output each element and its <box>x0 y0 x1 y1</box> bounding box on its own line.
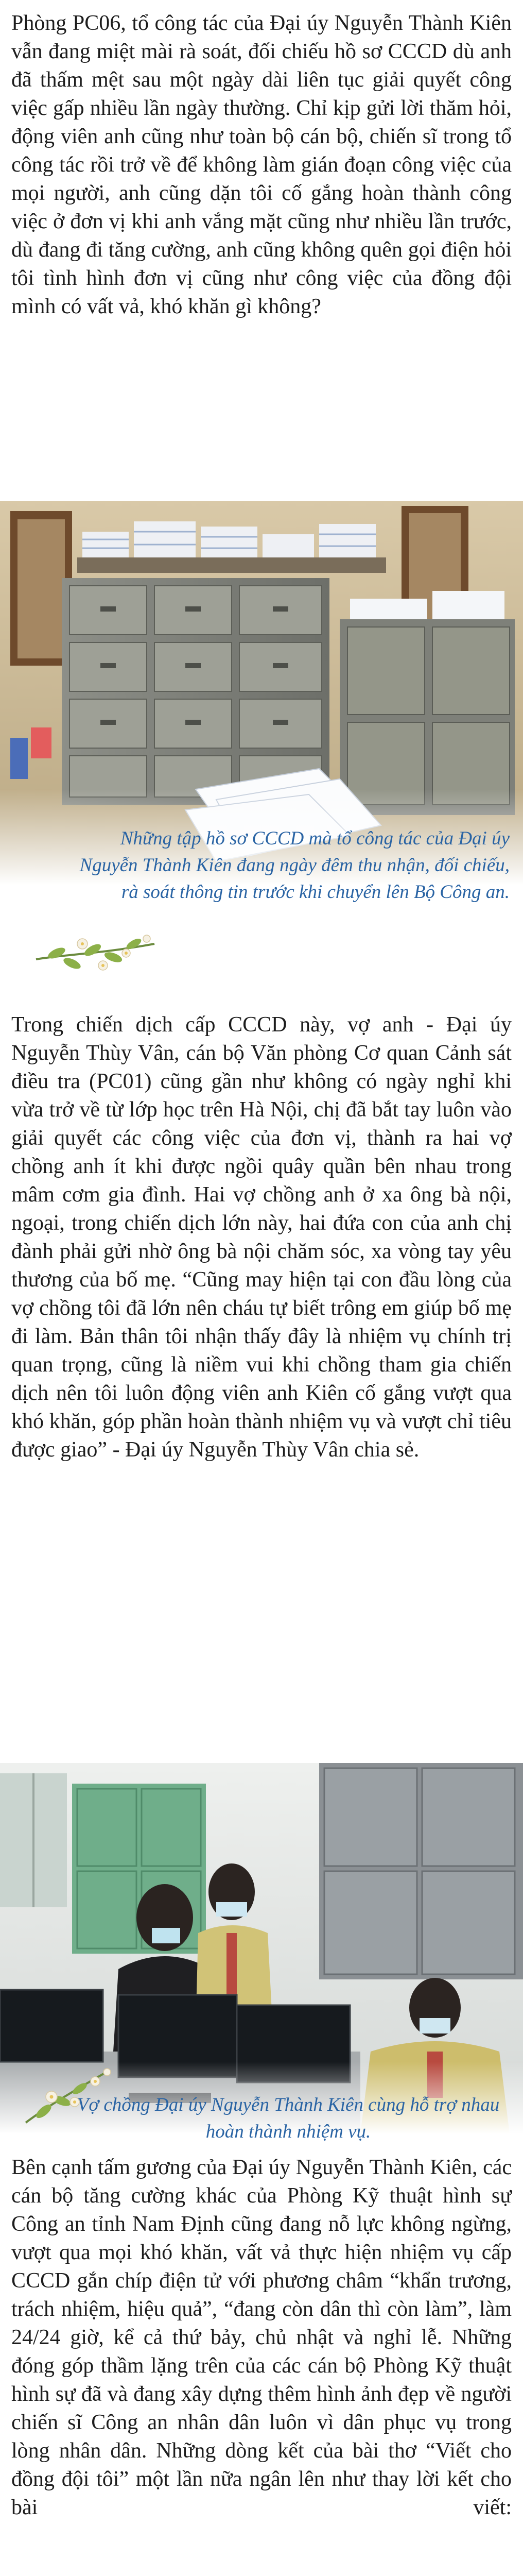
flower-sprig-icon <box>31 923 160 980</box>
paragraph-3: Bên cạnh tấm gương của Đại úy Nguyễn Thành Kiên, các cán bộ tăng cường khác của Phòng Kỹ thuật hình sự Công an tỉnh Nam Định cũng đang nỗ lực không ngừng, vượt qua mọi khó khăn, vất vả thực hiện nhiệm vụ cấp CCCD gắn chíp điện tử với phương châm “khẩn trương, trách nhiệm, hiệu quả”, “đang còn dân thì còn làm”, làm 24/24 giờ, kể cả thứ bảy, chủ nhật và nghỉ lễ. Những đóng góp thầm lặng trên của các cán bộ Phòng Kỹ thuật hình sự đã và đang xây dựng thêm hình ảnh đẹp về người chiến sĩ Công an nhân dân luôn vì dân phục vụ trong lòng nhân dân. Những dòng kết của bài thơ “Viết cho đồng đội tôi” một lần nữa ngân lên như thay lời kết cho bài viết: <box>11 2156 512 2519</box>
photo2-caption: Vợ chồng Đại úy Nguyễn Thành Kiên cùng hỗ trợ nhau hoàn thành nhiệm vụ. <box>77 2094 500 2142</box>
paragraph-2: Trong chiến dịch cấp CCCD này, vợ anh - Đại úy Nguyễn Thùy Vân, cán bộ Văn phòng Cơ quan Cảnh sát điều tra (PC01) cũng gần như không có ngày nghỉ khi vừa trở về từ lớp học trên Hà Nội, chị đã bắt tay luôn vào giải quyết các công việc của đơn vị, thành ra hai vợ chồng anh ít khi được ngồi quây quần bên nhau trong mâm cơm gia đình. Hai vợ chồng anh ở xa ông bà nội, ngoại, trong chiến dịch lớn này, hai đứa con của anh chị đành phải gửi nhờ ông bà nội chăm sóc, xa vòng tay yêu thương của bố mẹ. “Cũng may hiện tại con đầu lòng của vợ chồng tôi đã lớn nên cháu tự biết trông em giúp bố mẹ đi làm. Bản thân tôi nhận thấy đây là nhiệm vụ chính trị quan trọng, cũng là niềm vui khi chồng tham gia chiến dịch nên tôi luôn động viên anh Kiên cố gắng vượt qua khó khăn, góp phần hoàn thành nhiệm vụ và vượt chỉ tiêu được giao” - Đại úy Nguyễn Thùy Vân chia sẻ. <box>11 1013 512 1462</box>
intro-paragraph: Phòng PC06, tổ công tác của Đại úy Nguyễn Thành Kiên vẫn đang miệt mài rà soát, đối chiếu hồ sơ CCCD dù anh đã thấm mệt sau một ngày dài liên tục giải quyết công việc gấp nhiều lần ngày thường. Chỉ kịp gửi lời thăm hỏi, động viên anh cũng như toàn bộ cán bộ, chiến sĩ trong tổ công tác rồi trở về để không làm gián đoạn công việc của mọi người, anh cũng dặn tôi cố gắng hoàn thành công việc ở đơn vị khi anh vắng mặt cũng như nhiều lần trước, dù đang đi tăng cường, anh cũng không quên gọi điện hỏi tôi tình hình đơn vị cũng như công việc của đồng đội mình có vất vả, khó khăn gì không? <box>11 11 512 318</box>
photo1-caption: Những tập hồ sơ CCCD mà tổ công tác của Đại úy Nguyễn Thành Kiên đang ngày đêm thu nhận, đối chiếu, rà soát thông tin trước khi chuyển lên Bộ Công an. <box>79 828 510 903</box>
